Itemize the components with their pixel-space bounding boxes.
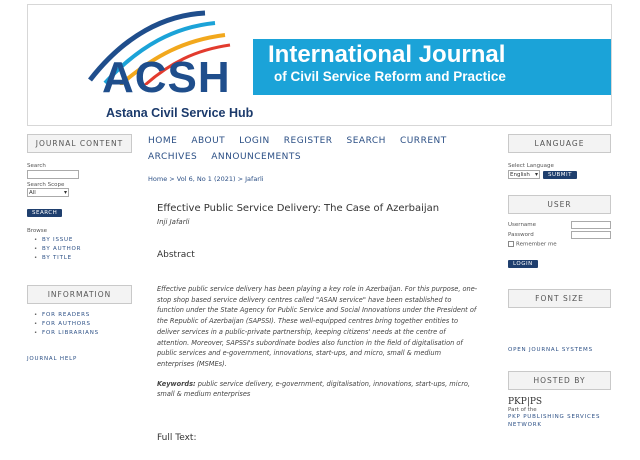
login-button[interactable]: LOGIN — [508, 260, 538, 268]
for-librarians-link[interactable]: • FOR LIBRARIANS — [34, 329, 132, 338]
keywords-label: Keywords: — [157, 379, 196, 388]
search-scope-label: Search Scope — [27, 182, 65, 188]
nav-about[interactable]: ABOUT — [191, 136, 226, 146]
abstract-text: Effective public service delivery has been playing a key role in Azerbaijan. For this purpose, one-stop shop based service delivery centres called "ASAN service" have been established to function under the State Agency for Public Service and Social Innovations under the President of the Republic of Azerbaijan (SAPSSI). These well-equipped centres bring together entities to deliver services in a public-private partnership, keeping citizens' needs at the centre of attention. Moreover, SAPSSI's subordinate bodies also function in the field of digitalisation of public services and e-government, innovations, start-ups, and micro, small & medium enterprises (MSMEs). — [157, 285, 478, 368]
right-sidebar — [508, 134, 611, 429]
acsh-logo-subtitle: Astana Civil Service Hub — [106, 106, 254, 120]
for-authors-link[interactable]: • FOR AUTHORS — [34, 320, 132, 329]
pkp-network-link[interactable]: PKP PUBLISHING SERVICES NETWORK — [508, 413, 601, 428]
journal-title: International Journal — [268, 41, 506, 68]
abstract-heading: Abstract — [157, 250, 195, 260]
journal-help-link[interactable]: JOURNAL HELP — [27, 356, 78, 362]
article-author: Inji Jafarli — [157, 218, 190, 226]
nav-register[interactable]: REGISTER — [283, 136, 333, 146]
journal-banner — [27, 4, 612, 126]
pkp-ps-logo[interactable]: PKP|PS — [508, 396, 543, 407]
search-label: Search — [27, 163, 46, 169]
keywords-text: public service delivery, e-government, digitalisation, innovations, start-ups, micro, small & medium enterprises — [157, 379, 471, 399]
article-content — [157, 203, 479, 443]
banner-image — [80, 5, 560, 126]
language-select[interactable]: English ▾ — [508, 170, 540, 179]
acsh-logo-text: ACSH — [102, 53, 231, 102]
article-title: Effective Public Service Delivery: The Case of Azerbaijan — [157, 203, 440, 214]
nav-login[interactable]: LOGIN — [239, 136, 270, 146]
browse-by-issue-link[interactable]: • BY ISSUE — [34, 236, 132, 245]
browse-label: Browse — [27, 228, 48, 234]
remember-me-checkbox[interactable] — [508, 241, 514, 247]
nav-current[interactable]: CURRENT — [399, 136, 447, 146]
journal-content-heading: JOURNAL CONTENT — [27, 134, 132, 153]
font-size-heading: FONT SIZE — [508, 289, 611, 308]
keywords — [157, 379, 479, 400]
nav-search[interactable]: SEARCH — [346, 136, 386, 146]
user-heading: USER — [508, 195, 611, 214]
password-input[interactable] — [571, 231, 611, 239]
nav-archives[interactable]: ARCHIVES — [148, 152, 198, 162]
journal-subtitle: of Civil Service Reform and Practice — [274, 69, 506, 84]
nav-announcements[interactable]: ANNOUNCEMENTS — [211, 152, 302, 162]
hosted-by-heading: HOSTED BY — [508, 371, 611, 390]
browse-by-title-link[interactable]: • BY TITLE — [34, 254, 132, 263]
remember-me-label: Remember me — [516, 241, 557, 248]
search-scope-select[interactable]: All ▾ — [27, 188, 69, 197]
nav-home[interactable]: HOME — [148, 136, 178, 146]
part-of-label: Part of the — [508, 406, 537, 413]
browse-by-author-link[interactable]: • BY AUTHOR — [34, 245, 132, 254]
search-button[interactable]: SEARCH — [27, 209, 62, 217]
select-language-label: Select Language — [508, 163, 554, 169]
username-label: Username — [508, 222, 537, 228]
full-text-label: Full Text: — [157, 433, 197, 444]
username-input[interactable] — [571, 221, 611, 229]
open-journal-systems-link[interactable]: OPEN JOURNAL SYSTEMS — [508, 346, 593, 353]
search-input[interactable] — [27, 170, 79, 179]
left-sidebar — [27, 134, 132, 362]
language-submit-button[interactable]: SUBMIT — [543, 171, 577, 179]
information-list — [34, 311, 132, 338]
for-readers-link[interactable]: • FOR READERS — [34, 311, 132, 320]
language-heading: LANGUAGE — [508, 134, 611, 153]
breadcrumb[interactable]: Home > Vol 6, No 1 (2021) > Jafarli — [148, 175, 264, 183]
main-nav — [148, 133, 498, 165]
browse-list — [34, 236, 132, 263]
information-heading: INFORMATION — [27, 285, 132, 304]
password-label: Password — [508, 232, 534, 238]
